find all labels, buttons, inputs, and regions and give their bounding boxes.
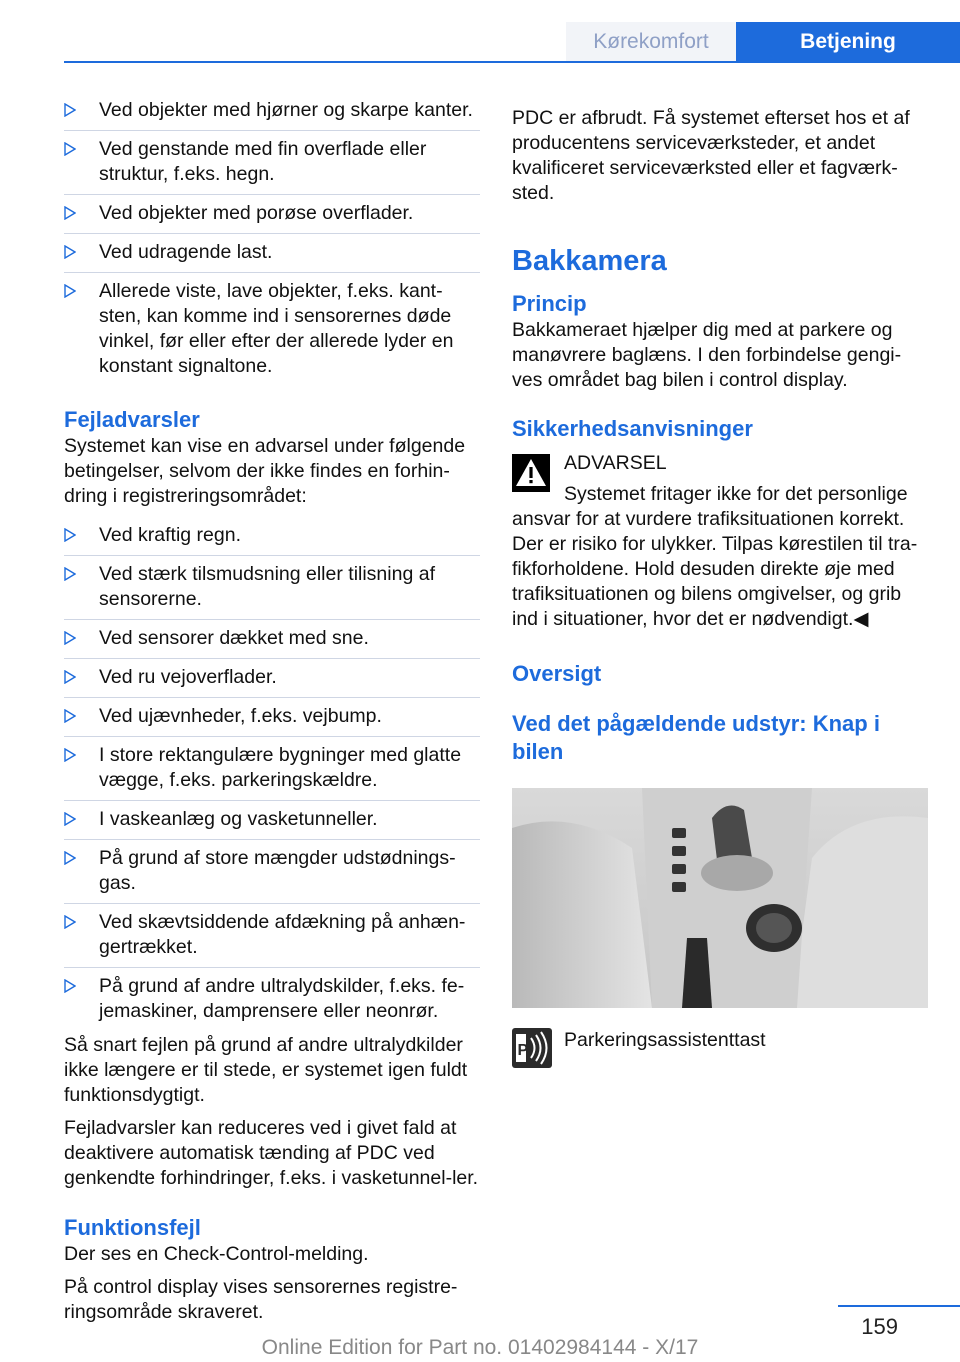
- left-column: [64, 98, 480, 1325]
- princip-heading: Princip: [512, 291, 587, 316]
- list-item-text: På grund af andre ultralydskilder, f.eks. fe-jemaskiner, damprensere eller neonrør.: [99, 975, 465, 1022]
- list-item-text: Ved skævtsiddende afdækning på anhæn-gertrækket.: [99, 911, 466, 958]
- limits-list: [64, 92, 480, 386]
- list-item-text: Ved genstande med fin overflade eller struktur, f.eks. hegn.: [99, 138, 427, 185]
- triangle-bullet-icon: [64, 812, 76, 826]
- tab-betjening[interactable]: Betjening: [736, 22, 960, 62]
- fejladvarsler-heading: Fejladvarsler: [64, 407, 200, 432]
- header-rule: [64, 61, 960, 63]
- funktionsfejl-heading: Funktionsfejl: [64, 1215, 201, 1240]
- list-item: [64, 840, 480, 904]
- triangle-bullet-icon: [64, 567, 76, 581]
- triangle-bullet-icon: [64, 284, 76, 298]
- princip-text: Bakkameraet hjælper dig med at parkere og manøvrere baglæns. I den forbindelse gengi-ves området bag bilen i control display.: [512, 319, 902, 391]
- list-item: [64, 92, 480, 131]
- triangle-bullet-icon: [64, 103, 76, 117]
- list-item: [64, 801, 480, 840]
- caption-row: [512, 1028, 928, 1068]
- oversigt-heading: Oversigt: [512, 661, 602, 686]
- page-number: 159: [861, 1314, 898, 1339]
- list-item: [64, 234, 480, 273]
- list-item-text: Ved stærk tilsmudsning eller tilisning af sensorerne.: [99, 563, 435, 610]
- reduce-warnings-paragraph: Fejladvarsler kan reduceres ved i givet fald at deaktivere automatisk tænding af PDC ved genkendte forhindringer, f.eks. i vasketunnel-ler.: [64, 1117, 479, 1189]
- list-item: [64, 517, 480, 556]
- udstyr-heading: Ved det pågældende udstyr: Knap i bilen: [512, 711, 880, 764]
- funktionsfejl-text-1: Der ses en Check-Control-melding.: [64, 1243, 369, 1265]
- car-console-photo: [512, 788, 928, 1008]
- caption-text: Parkeringsassistenttast: [564, 1029, 766, 1051]
- triangle-bullet-icon: [64, 979, 76, 993]
- list-item-text: Ved ujævnheder, f.eks. vejbump.: [99, 705, 382, 727]
- list-item: [64, 556, 480, 620]
- list-item-text: Ved kraftig regn.: [99, 524, 242, 546]
- list-item: [64, 273, 480, 386]
- list-item-text: Ved objekter med porøse overflader.: [99, 202, 414, 224]
- list-item: [64, 968, 480, 1031]
- list-item-text: Ved objekter med hjørner og skarpe kanter.: [99, 99, 473, 121]
- funktionsfejl-text-2: På control display vises sensorernes registre-ringsområde skraveret.: [64, 1276, 458, 1323]
- list-item-text: Allerede viste, lave objekter, f.eks. kant-sten, kan komme ind i sensorernes døde vinkel, før eller efter der allerede lyder en konstant signaltone.: [99, 280, 454, 377]
- fejladvarsler-intro: Systemet kan vise en advarsel under følgende betingelser, selvom der ikke findes en forhin-dring i registreringsområdet:: [64, 435, 466, 507]
- triangle-bullet-icon: [64, 915, 76, 929]
- list-item: [64, 659, 480, 698]
- triangle-bullet-icon: [64, 142, 76, 156]
- list-item-text: Ved ru vejoverflader.: [99, 666, 277, 688]
- triangle-bullet-icon: [64, 631, 76, 645]
- svg-text:P: P: [517, 1042, 529, 1059]
- warning-triangle-icon: [512, 454, 550, 492]
- false-warnings-list: [64, 517, 480, 1031]
- list-item: [64, 737, 480, 801]
- triangle-bullet-icon: [64, 528, 76, 542]
- list-item-text: Ved udragende last.: [99, 241, 273, 263]
- bakkamera-heading: Bakkamera: [512, 245, 667, 277]
- warning-block: [512, 451, 928, 476]
- list-item-text: Ved sensorer dækket med sne.: [99, 627, 369, 649]
- right-column: [512, 98, 928, 1068]
- list-item: [64, 698, 480, 737]
- list-item: [64, 620, 480, 659]
- triangle-bullet-icon: [64, 748, 76, 762]
- warning-text: Systemet fritager ikke for det personlige ansvar for at vurdere trafiksituationen korrekt. Der er risiko for ulykker. Tilpas kørestilen til tra-fikforholdene. Hold desuden direkte øje med trafiksituationen og bilens omgivelser, og grib ind i situationer, hvor det er nødvendigt.◀: [512, 483, 918, 630]
- triangle-bullet-icon: [64, 851, 76, 865]
- parking-assist-button-icon: [512, 1028, 552, 1068]
- triangle-bullet-icon: [64, 670, 76, 684]
- list-item: [64, 131, 480, 195]
- tab-korekomfort[interactable]: Kørekomfort: [566, 22, 736, 62]
- list-item-text: I store rektangulære bygninger med glatte vægge, f.eks. parkeringskældre.: [99, 744, 462, 791]
- list-item: [64, 904, 480, 968]
- list-item-text: I vaskeanlæg og vasketunneller.: [99, 808, 378, 830]
- pdc-continued-paragraph: PDC er afbrudt. Få systemet efterset hos et af producentens serviceværksteder, et andet kvalificeret serviceværksted eller et fagværk-sted.: [512, 107, 910, 204]
- triangle-bullet-icon: [64, 709, 76, 723]
- triangle-bullet-icon: [64, 245, 76, 259]
- triangle-bullet-icon: [64, 206, 76, 220]
- list-item-text: På grund af store mængder udstødnings-gas.: [99, 847, 456, 894]
- edition-footer: Online Edition for Part no. 01402984144 - X/17: [261, 1336, 699, 1359]
- recovery-paragraph: Så snart fejlen på grund af andre ultralydkilder ikke længere er til stede, er systemet igen fuldt funktionsdygtigt.: [64, 1034, 468, 1106]
- sikkerhedsanvisninger-heading: Sikkerhedsanvisninger: [512, 416, 753, 441]
- list-item: [64, 195, 480, 234]
- header-tabs: [566, 22, 960, 62]
- footer-rule: [838, 1305, 960, 1307]
- warning-label: ADVARSEL: [564, 452, 667, 474]
